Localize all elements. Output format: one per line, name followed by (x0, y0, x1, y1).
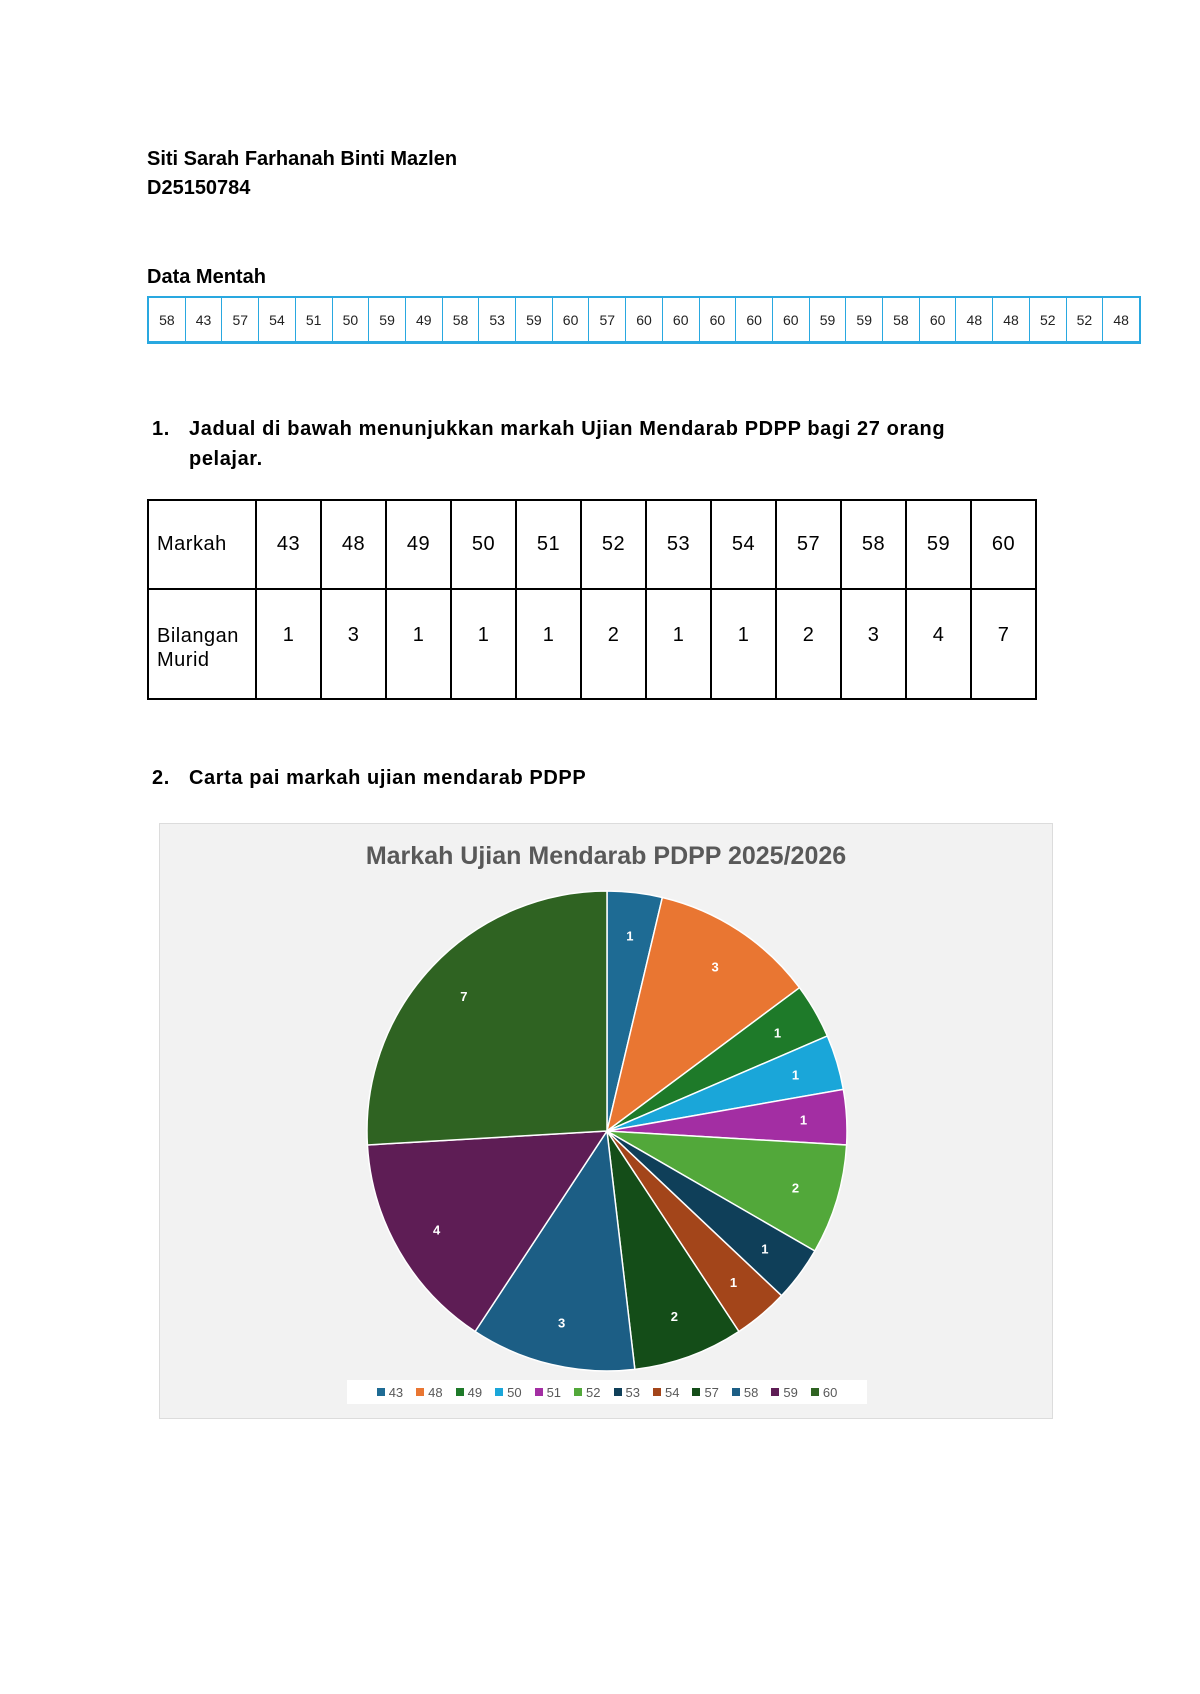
raw-data-cell: 60 (920, 298, 957, 341)
legend-label: 43 (388, 1384, 404, 1400)
pie-data-label: 2 (791, 1180, 800, 1196)
counts-row (148, 589, 1036, 699)
pie-data-label: 4 (432, 1222, 441, 1238)
raw-data-cell: 60 (736, 298, 773, 341)
legend-label: 49 (467, 1384, 483, 1400)
legend-swatch (535, 1388, 543, 1396)
count-cell: 1 (451, 589, 516, 699)
student-name: Siti Sarah Farhanah Binti Mazlen (147, 148, 458, 170)
legend-label: 51 (546, 1384, 562, 1400)
raw-data-cell: 48 (993, 298, 1030, 341)
legend-swatch (811, 1388, 819, 1396)
mark-cell: 59 (906, 500, 971, 589)
mark-cell: 52 (581, 500, 646, 589)
raw-data-cell: 52 (1030, 298, 1067, 341)
count-cell: 1 (256, 589, 321, 699)
pie-data-label: 1 (773, 1025, 782, 1041)
raw-data-cell: 50 (333, 298, 370, 341)
mark-cell: 51 (516, 500, 581, 589)
legend-label: 50 (507, 1384, 522, 1400)
mark-cell: 54 (711, 500, 776, 589)
raw-data-cell: 54 (259, 298, 296, 341)
count-cell: 3 (841, 589, 906, 699)
legend-swatch (653, 1388, 661, 1396)
raw-data-cell: 60 (700, 298, 737, 341)
question-1-line2: pelajar. (189, 448, 263, 470)
frequency-table (147, 499, 1037, 700)
raw-data-cell: 57 (222, 298, 259, 341)
raw-data-cell: 59 (516, 298, 553, 341)
legend-swatch (574, 1388, 582, 1396)
count-cell: 1 (711, 589, 776, 699)
pie-data-label: 3 (711, 959, 719, 975)
pie-data-label: 1 (626, 928, 634, 944)
question-2-number: 2. (152, 767, 170, 789)
counts-row-label (148, 589, 256, 699)
pie-data-label: 7 (460, 988, 468, 1004)
legend-label: 60 (822, 1384, 838, 1400)
pie-data-label: 3 (557, 1315, 566, 1331)
raw-data-cell: 60 (663, 298, 700, 341)
legend-item (614, 1385, 640, 1400)
raw-data-cell: 53 (479, 298, 516, 341)
chart-legend (347, 1380, 867, 1404)
legend-label: 57 (704, 1384, 719, 1400)
raw-data-title: Data Mentah (147, 266, 266, 288)
count-cell: 3 (321, 589, 386, 699)
pie-data-label: 2 (670, 1308, 678, 1324)
legend-item (416, 1385, 442, 1400)
question-2-text: Carta pai markah ujian mendarab PDPP (189, 767, 587, 789)
marks-row-label: Markah (148, 500, 256, 589)
marks-row (148, 500, 1036, 589)
legend-swatch (771, 1388, 779, 1396)
mark-cell: 53 (646, 500, 711, 589)
legend-label: 54 (664, 1384, 680, 1400)
raw-data-cell: 59 (810, 298, 847, 341)
legend-item (811, 1385, 837, 1400)
legend-item (456, 1385, 482, 1400)
mark-cell: 43 (256, 500, 321, 589)
raw-data-cell: 57 (589, 298, 626, 341)
mark-cell: 60 (971, 500, 1036, 589)
pie-data-label: 1 (761, 1241, 769, 1257)
count-cell: 2 (581, 589, 646, 699)
legend-item (377, 1385, 403, 1400)
counts-label-line2: Murid (157, 649, 210, 671)
raw-data-cell: 58 (883, 298, 920, 341)
pie-slice-60 (367, 891, 607, 1145)
legend-item (653, 1385, 679, 1400)
mark-cell: 48 (321, 500, 386, 589)
count-cell: 2 (776, 589, 841, 699)
raw-data-strip (147, 296, 1141, 344)
legend-label: 58 (743, 1384, 759, 1400)
raw-data-cell: 60 (626, 298, 663, 341)
raw-data-cell: 48 (956, 298, 993, 341)
question-1-number: 1. (152, 418, 170, 440)
legend-swatch (614, 1388, 622, 1396)
mark-cell: 57 (776, 500, 841, 589)
legend-swatch (456, 1388, 464, 1396)
legend-label: 48 (428, 1384, 443, 1400)
legend-item (692, 1385, 718, 1400)
mark-cell: 49 (386, 500, 451, 589)
count-cell: 1 (646, 589, 711, 699)
question-1 (152, 414, 1012, 474)
legend-item (574, 1385, 600, 1400)
legend-swatch (495, 1388, 503, 1396)
raw-data-cell: 52 (1067, 298, 1104, 341)
pie-data-label: 1 (729, 1274, 738, 1290)
raw-data-cell: 60 (553, 298, 590, 341)
count-cell: 1 (386, 589, 451, 699)
raw-data-cell: 48 (1113, 311, 1129, 328)
count-cell: 4 (906, 589, 971, 699)
legend-item (495, 1385, 521, 1400)
raw-data-cell: 59 (846, 298, 883, 341)
legend-label: 53 (625, 1384, 640, 1400)
counts-label-line1: Bilangan (157, 625, 239, 647)
question-1-line1: Jadual di bawah menunjukkan markah Ujian Mendarab PDPP bagi 27 orang (189, 418, 946, 440)
legend-item (771, 1385, 797, 1400)
legend-swatch (732, 1388, 740, 1396)
raw-data-cell: 59 (369, 298, 406, 341)
pie-chart (160, 824, 1054, 1420)
raw-data-cell: 58 (443, 298, 480, 341)
raw-data-cell: 51 (296, 298, 333, 341)
legend-swatch (377, 1388, 385, 1396)
legend-label: 52 (586, 1384, 601, 1400)
legend-item (732, 1385, 758, 1400)
mark-cell: 58 (841, 500, 906, 589)
chart-title: Markah Ujian Mendarab PDPP 2025/2026 (365, 842, 847, 870)
pie-data-label: 1 (791, 1067, 800, 1083)
student-id: D25150784 (147, 177, 251, 199)
raw-data-cell: 43 (186, 298, 223, 341)
mark-cell: 50 (451, 500, 516, 589)
pie-chart-panel (159, 823, 1053, 1419)
legend-swatch (692, 1388, 700, 1396)
legend-item (535, 1385, 561, 1400)
legend-swatch (416, 1388, 424, 1396)
count-cell: 1 (516, 589, 581, 699)
raw-data-cell: 49 (406, 298, 443, 341)
count-cell: 7 (971, 589, 1036, 699)
question-2 (152, 767, 586, 790)
legend-label: 59 (783, 1384, 798, 1400)
raw-data-cell: 60 (773, 298, 810, 341)
pie-data-label: 1 (799, 1112, 808, 1128)
raw-data-cell: 58 (149, 298, 186, 341)
